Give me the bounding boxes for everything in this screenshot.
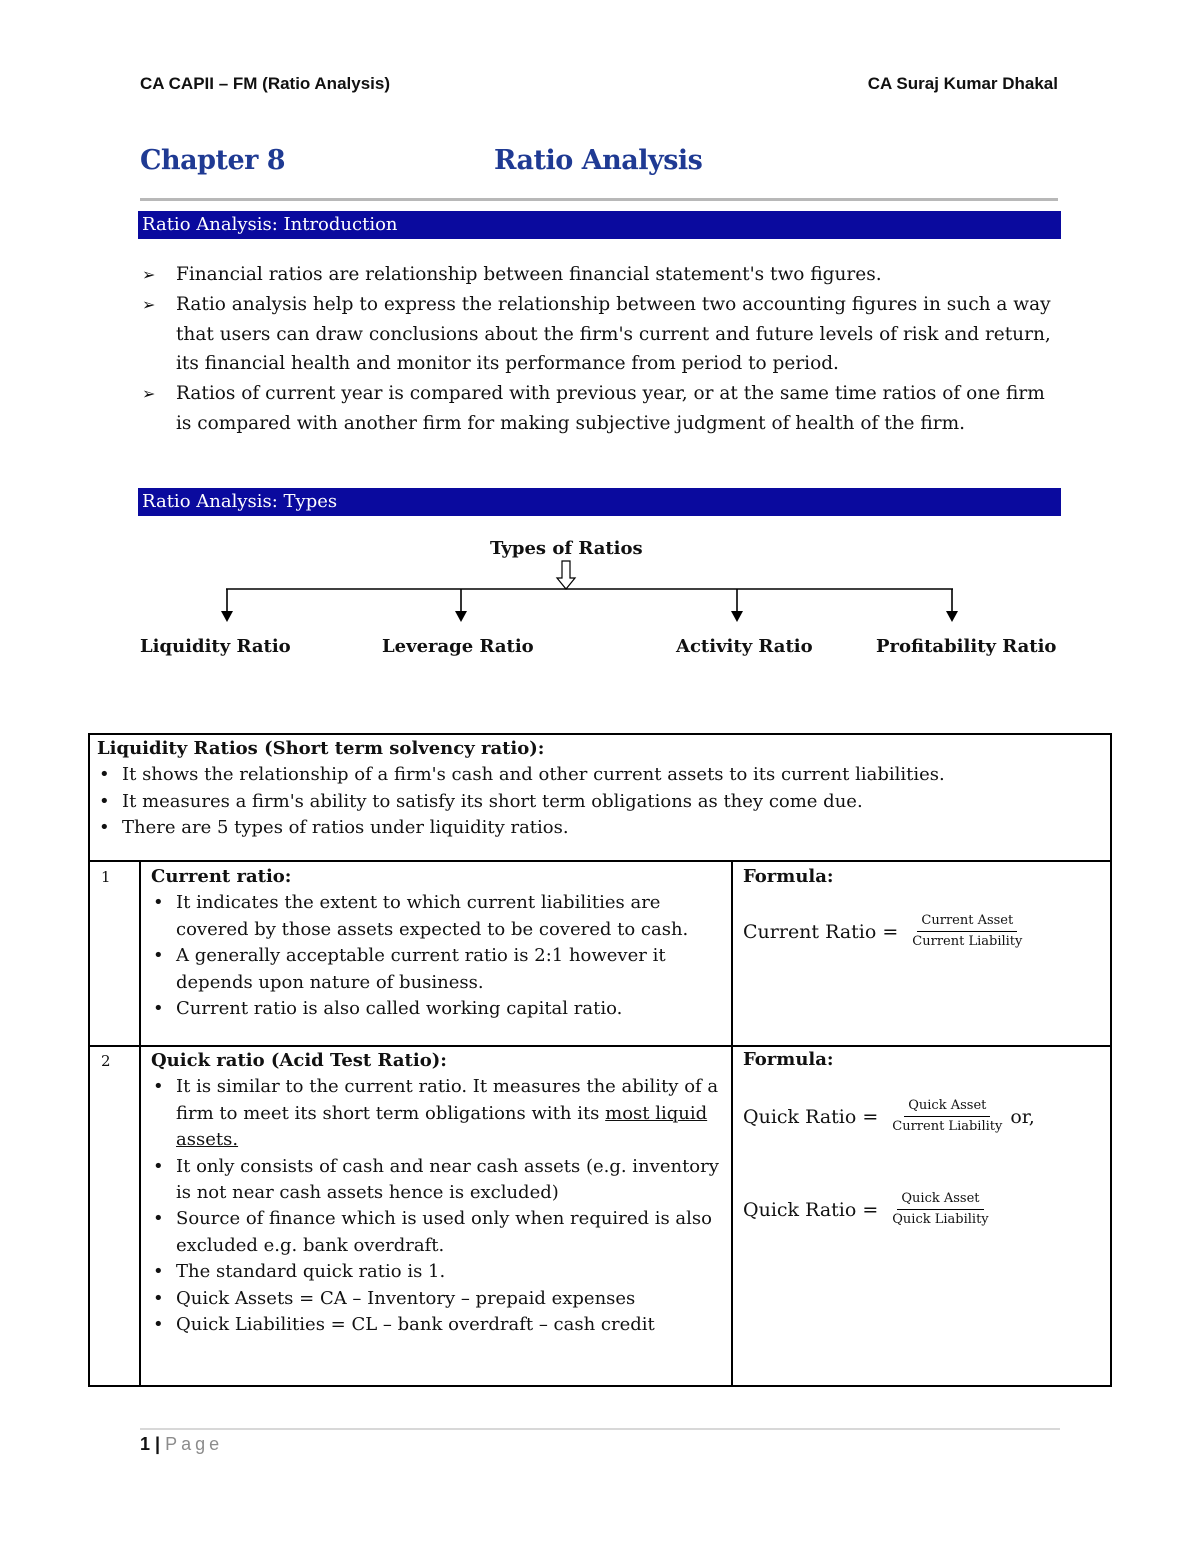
quick-ratio-cell	[151, 1048, 729, 1338]
formula-lhs: Quick Ratio =	[743, 1105, 879, 1128]
formula-denominator: Current Liability	[892, 1119, 1003, 1134]
down-arrow-icon	[455, 589, 467, 622]
current-ratio-cell	[151, 864, 721, 1022]
formula-numerator: Quick Asset	[897, 1191, 983, 1210]
down-arrow-icon	[221, 589, 233, 622]
list-item: • Quick Liabilities = CL – bank overdraft – cash credit	[151, 1312, 729, 1338]
type-liquidity-ratio: Liquidity Ratio	[140, 636, 291, 657]
quick-ratio-title: Quick ratio (Acid Test Ratio):	[151, 1050, 447, 1071]
page-header-left: CA CAPII – FM (Ratio Analysis)	[140, 74, 390, 93]
quick-ratio-formula-2	[743, 1191, 993, 1228]
intro-bullet: ➢ Ratio analysis help to express the relationship between two accounting figures in such a way that users can draw conclusions about the firm's current and future levels of risk and return, its financial health and monitor its performance from period to period.	[140, 290, 1060, 379]
arrowhead-bullet-icon: ➢	[142, 384, 156, 404]
chapter-number: Chapter 8	[140, 145, 286, 176]
list-item: • It indicates the extent to which current liabilities are covered by those assets expected to be covered to cash.	[151, 890, 721, 943]
table-column-divider	[731, 860, 733, 1387]
formula-numerator: Quick Asset	[904, 1098, 990, 1117]
formula-fraction	[888, 1191, 992, 1228]
list-item: • Current ratio is also called working capital ratio.	[151, 996, 721, 1022]
formula-lhs: Quick Ratio =	[743, 1198, 879, 1221]
formula-heading: Formula:	[743, 866, 834, 887]
types-diagram-title: Types of Ratios	[490, 538, 643, 559]
intro-bullet: ➢ Ratios of current year is compared with previous year, or at the same time ratios of one firm is compared with another firm for making subjective judgment of health of the firm.	[140, 379, 1060, 439]
quick-ratio-bullets	[151, 1074, 729, 1338]
down-arrow-icon	[946, 589, 958, 622]
list-item: • Quick Assets = CA – Inventory – prepaid expenses	[151, 1286, 729, 1312]
list-item: • It only consists of cash and near cash assets (e.g. inventory is not near cash assets hence is excluded)	[151, 1154, 729, 1207]
page-number: 1	[140, 1434, 151, 1454]
list-item: • A generally acceptable current ratio is 2:1 however it depends upon nature of business.	[151, 943, 721, 996]
formula-denominator: Quick Liability	[892, 1212, 989, 1227]
footer-separator: |	[155, 1434, 161, 1454]
formula-suffix: or,	[1010, 1105, 1035, 1128]
liquidity-header-cell	[97, 736, 1102, 842]
section-heading-types: Ratio Analysis: Types	[138, 488, 1061, 516]
list-item: • It shows the relationship of a firm's cash and other current assets to its current liabilities.	[97, 762, 1102, 788]
quick-ratio-formula-1	[743, 1098, 1035, 1135]
list-item: • There are 5 types of ratios under liquidity ratios.	[97, 815, 1102, 841]
type-leverage-ratio: Leverage Ratio	[382, 636, 534, 657]
list-item: • The standard quick ratio is 1.	[151, 1259, 729, 1285]
underlined-text: most liquid assets.	[176, 1102, 708, 1151]
down-arrow-icon	[731, 589, 743, 622]
formula-denominator: Current Liability	[912, 934, 1023, 949]
current-ratio-formula	[743, 913, 1026, 950]
type-profitability-ratio: Profitability Ratio	[876, 636, 1057, 657]
section-heading-introduction: Ratio Analysis: Introduction	[138, 211, 1061, 239]
row-number: 2	[101, 1052, 111, 1070]
chapter-title: Ratio Analysis	[494, 145, 703, 176]
formula-lhs: Current Ratio =	[743, 920, 899, 943]
arrowhead-bullet-icon: ➢	[142, 294, 156, 314]
current-ratio-title: Current ratio:	[151, 866, 292, 887]
intro-bullet: ➢ Financial ratios are relationship between financial statement's two figures.	[140, 260, 1060, 290]
type-activity-ratio: Activity Ratio	[676, 636, 813, 657]
page-word: Page	[165, 1434, 224, 1454]
formula-fraction	[888, 1098, 1006, 1135]
formula-fraction	[908, 913, 1026, 950]
list-item: • It measures a firm's ability to satisfy its short term obligations as they come due.	[97, 789, 1102, 815]
page-footer	[140, 1434, 223, 1455]
footer-rule	[140, 1428, 1060, 1430]
table-row-divider	[88, 860, 1112, 862]
hollow-down-arrow-icon	[557, 561, 575, 589]
list-item: • It is similar to the current ratio. It measures the ability of a firm to meet its short term obligations with its most liquid assets.	[151, 1074, 729, 1153]
page-header-right: CA Suraj Kumar Dhakal	[867, 74, 1058, 93]
types-tree-connectors	[0, 0, 1200, 640]
table-column-divider	[139, 860, 141, 1387]
formula-numerator: Current Asset	[917, 913, 1017, 932]
formula-heading: Formula:	[743, 1049, 834, 1070]
arrowhead-bullet-icon: ➢	[142, 265, 156, 284]
table-row-divider	[88, 1045, 1112, 1047]
row-number: 1	[101, 868, 111, 886]
liquidity-bullet-list	[97, 762, 1102, 841]
list-item: • Source of finance which is used only when required is also excluded e.g. bank overdraft.	[151, 1206, 729, 1259]
current-ratio-bullets	[151, 890, 721, 1022]
liquidity-title: Liquidity Ratios (Short term solvency ratio):	[97, 738, 545, 759]
